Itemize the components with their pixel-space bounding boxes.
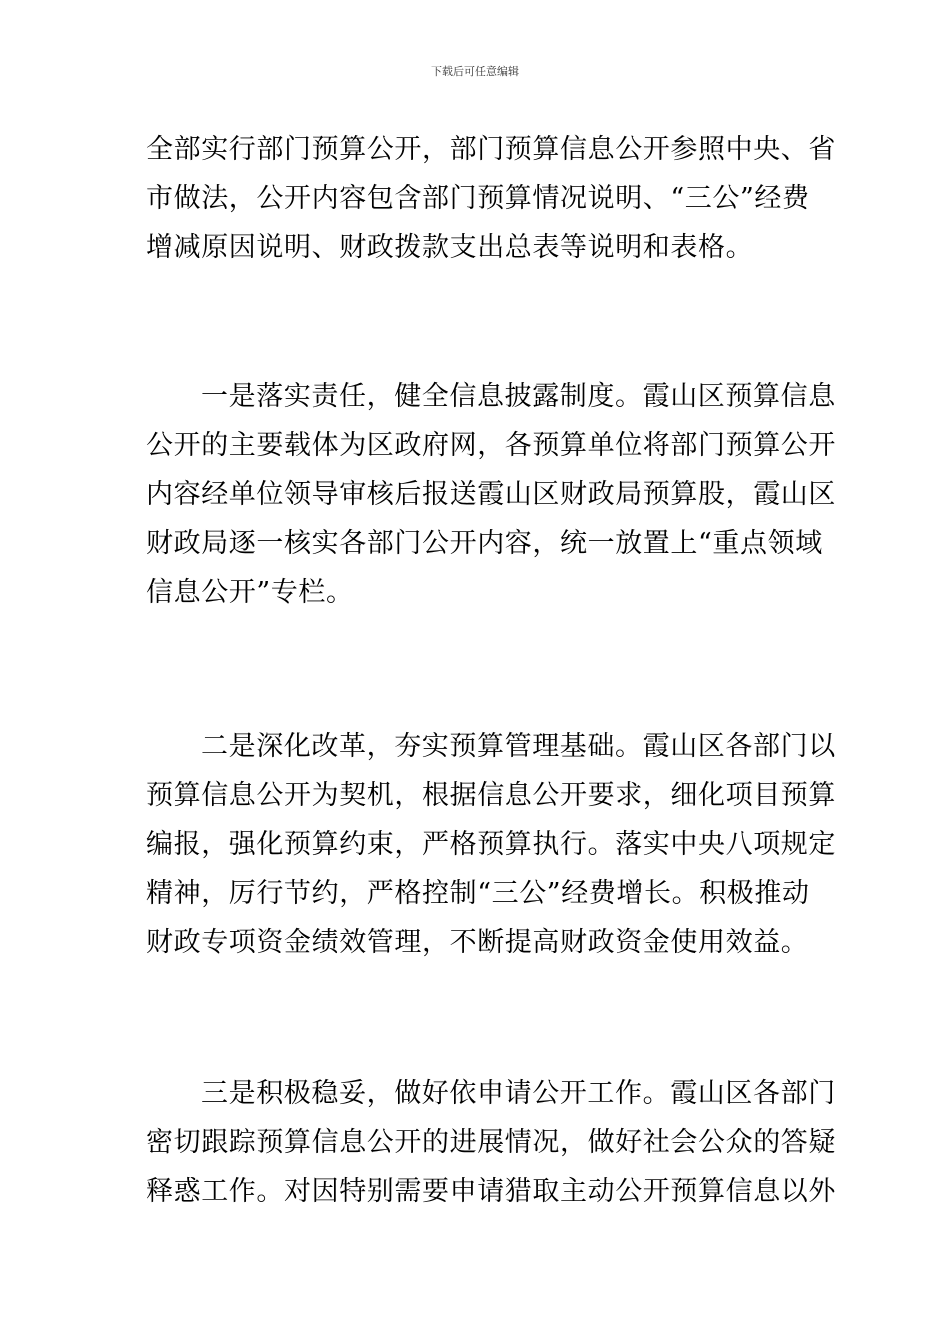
text-line: 财政局逐一核实各部门公开内容，统一放置上“重点领域 [146, 528, 823, 559]
paragraph-continued [146, 125, 836, 272]
text-line: 预算信息公开为契机，根据信息公开要求，细化项目预算 [146, 780, 836, 811]
text-line: 信息公开”专栏。 [146, 577, 354, 608]
paragraph-reform [146, 722, 836, 967]
text-line: 财政专项资金绩效管理，不断提高财政资金使用效益。 [146, 927, 809, 958]
text-line: 精神，厉行节约，严格控制“三公”经费增长。积极推动 [146, 878, 810, 909]
paragraph-application [146, 1069, 836, 1216]
text-line: 释惑工作。对因特别需要申请猎取主动公开预算信息以外 [146, 1176, 836, 1207]
paragraph-responsibility [146, 372, 836, 617]
text-line: 密切跟踪预算信息公开的进展情况，做好社会公众的答疑 [146, 1127, 836, 1158]
text-line: 一是落实责任，健全信息披露制度。霞山区预算信息 [201, 381, 836, 412]
text-line: 公开的主要载体为区政府网，各预算单位将部门预算公开 [146, 430, 836, 461]
text-line: 三是积极稳妥，做好依申请公开工作。霞山区各部门 [201, 1078, 836, 1109]
page-header-note: 下载后可任意编辑 [431, 65, 519, 78]
text-line: 内容经单位领导审核后报送霞山区财政局预算股，霞山区 [146, 479, 836, 510]
text-line: 增减原因说明、财政拨款支出总表等说明和表格。 [146, 232, 754, 263]
text-line: 编报，强化预算约束，严格预算执行。落实中央八项规定 [146, 829, 836, 860]
text-line: 二是深化改革，夯实预算管理基础。霞山区各部门以 [201, 731, 836, 762]
text-line: 市做法，公开内容包含部门预算情况说明、“三公”经费 [146, 183, 810, 214]
text-line: 全部实行部门预算公开，部门预算信息公开参照中央、省 [146, 134, 836, 165]
